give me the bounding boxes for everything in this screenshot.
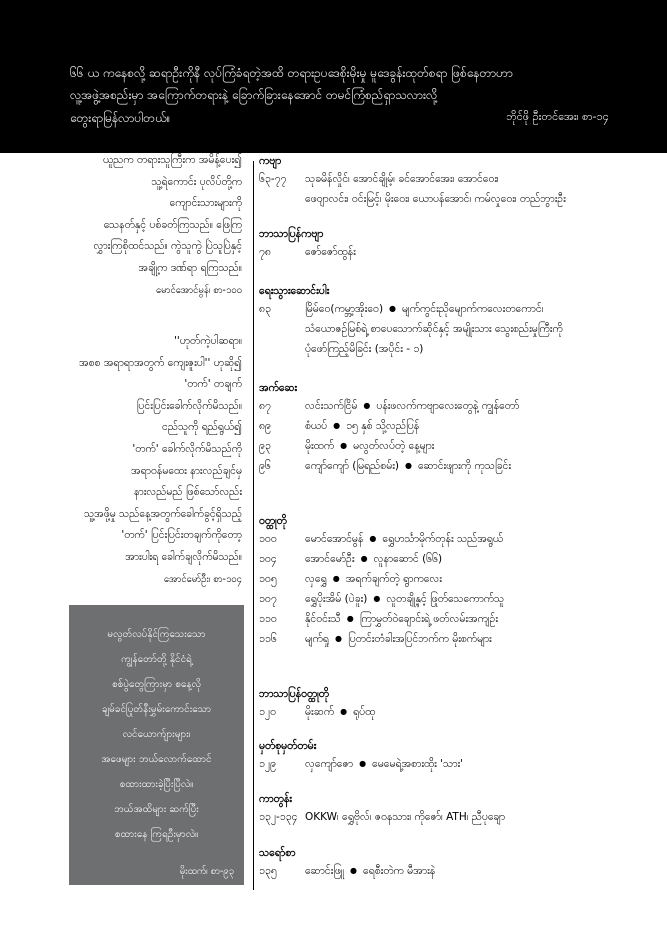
toc-entry[interactable] <box>259 861 639 881</box>
poem-line: ယူညက တရားသူကြီးက အမိန့်ပေး၍ <box>103 154 242 166</box>
toc-page-number: ၁၁၀ <box>259 613 277 625</box>
header-banner <box>0 0 667 153</box>
column-divider <box>253 161 254 890</box>
banner-line-1: ၆၆ ယ ကနေစလို့ ဆရာဦးကိုနီ လုပ်ကြံခံရတဲ့အထိ တရားဥပဒေစိုးမိုးမှု မူဒေခွန်းထုတ်စရာ ဖြစ်နေတာဟာ <box>70 66 513 80</box>
toc-section <box>259 738 639 774</box>
toc-page-number: ၁၃၅ <box>259 865 277 877</box>
toc-section-title: ဘာသာပြန်ကဗျာ <box>259 228 324 240</box>
bullet-icon: ● <box>350 866 358 875</box>
poem-line: အားပါးရ ခေါက်ချလိုက်မိသည်။ <box>125 550 242 563</box>
toc-section-title: ကဗျာ <box>259 155 282 167</box>
toc-section <box>259 513 639 649</box>
poem-line: ကျောင်းသားများကို <box>169 197 242 210</box>
toc-entry[interactable] <box>259 299 639 319</box>
toc-author: မိုးဆက် <box>305 706 335 718</box>
poem-line: အချို့က ဒဏ်ရာ ရကြသည်။ <box>138 261 242 274</box>
poem-line: နားလည်မည် ဖြစ်သော်လည်း <box>134 486 242 499</box>
toc-title: မျက်ကွင်းညိုမျောက်ကလေးတကောင်၊ <box>402 303 544 315</box>
poem-line: 'တက်' ပြင်းပြင်းတချက်ကိုတော့ <box>121 529 242 542</box>
toc-entry[interactable] <box>259 569 639 589</box>
poem-line: 'တက်' ခေါက်လိုက်မိသည်ကို <box>132 442 242 455</box>
quote-line: စထားထားခဲ့ပြီးပြီလဲ။ <box>119 779 194 790</box>
toc-title: ပန်းဖလက်ကဗျာလေးတွေနဲ့ ကျွန်တော် <box>376 400 520 412</box>
bullet-icon: ● <box>332 574 340 583</box>
poem-attribution: မောင်အောင်မွန်၊ စာ-၁၀၀ <box>155 284 242 296</box>
bullet-icon: ● <box>346 614 354 623</box>
poem-attribution: အောင်မော်ဦး၊ စာ-၁၀၄ <box>163 573 242 585</box>
toc-entry[interactable] <box>259 242 639 262</box>
toc-entry-text: OKKW၊ ရွှေဗိုလ်၊ ဇဝနသား၊ ကိုဇော်၊ ATH၊ ညီပုချော <box>305 811 506 823</box>
toc-author: လှရွှေ <box>305 573 327 585</box>
toc-entry[interactable] <box>259 529 639 549</box>
toc-author: နိုင်ဝင်းသီ <box>305 613 341 625</box>
toc-section <box>259 226 639 262</box>
toc-entry[interactable] <box>259 416 639 436</box>
toc-page-number: ၁၂၉ <box>259 758 276 770</box>
toc-page-number: ၁၀၀ <box>259 533 277 545</box>
poem-line: ''ဟုတ်ကဲ့ပါဆရာ။ <box>173 335 242 347</box>
toc-author: မြိမ်ဝေ(ကမ္ဘာ့အိုးဝေ) <box>305 303 384 315</box>
toc-author: ကျော်ကျော် (မြရည်စမ်း) <box>305 460 399 472</box>
quote-line: ကျွန်တော်တို့ နိုင်ငံရဲ့ <box>121 654 192 665</box>
toc-entry[interactable] <box>259 702 639 722</box>
bullet-icon: ● <box>340 441 348 450</box>
toc-entry-text: သုခမိန်လှိုင်၊ အောင်ချိုမ့်၊ ခင်အောင်အေး၊ အောင်ဝေး၊ <box>305 173 499 185</box>
toc-section-title: ရေးသွားဆောင်းပါး <box>259 285 330 297</box>
toc-entry-text: ဖေဝျာလင်း၊ ဝင်းမြင့်၊ မိုးဝေး၊ ယောပန်အောင်၊ ကမ်လှုဝေး၊ တည်ဘွားဦး <box>305 193 566 205</box>
toc-entry[interactable] <box>259 169 639 189</box>
toc-entry[interactable] <box>259 589 639 609</box>
poem-line: သူ့အဖို့မှု သည်နေ့အတွက်ခေါက်ခွင့်ရှိသည့် <box>83 507 242 520</box>
toc-title: ရုပ်ထု <box>353 706 376 718</box>
quote-line: မလွတ်လပ်နိုင်ကြသေးသော <box>107 629 206 640</box>
toc-page-number: ၇၈ <box>259 246 271 258</box>
toc-section <box>259 791 639 827</box>
poem-line: သေနတ်နှင့် ပစ်ခတ်ကြသည်။ ဖြေကြ <box>103 218 242 231</box>
toc-title: ၁၅ နှစ် သို့လည်ပြန် <box>346 420 420 432</box>
poem-line: အရာဝန်မထေး နားလည်ချင်မှ <box>131 464 242 477</box>
poem-line: ပြင်းပြင်းခေါက်လိုက်မိသည်။ <box>136 399 242 412</box>
toc-title: အရက်ချက်တဲ့ ရွာကလေး <box>345 573 442 585</box>
toc-title: မလွတ်လပ်တဲ့ နေ့များ <box>353 440 435 452</box>
toc-section-title: ကာတွန်း <box>259 793 292 805</box>
toc-title: လူတချို့နှင့် ဖြုတ်သေကောက်သူ <box>386 593 505 605</box>
toc-page-number: ၈၃ <box>259 303 271 315</box>
bullet-icon: ● <box>389 304 397 313</box>
poem-line: လွှားကြစိုထင်သည်။ ကွဲသူကွဲ ပြဲသူပြဲနှင့် <box>93 240 242 253</box>
bullet-icon: ● <box>404 461 412 470</box>
bullet-icon: ● <box>333 421 341 430</box>
toc-section <box>259 380 639 476</box>
toc-section-title: မှတ်စုမှတ်တမ်း <box>259 740 317 752</box>
toc-entry-text: ဇော်ဇော်ထွန်း <box>305 246 356 258</box>
toc-title: မေမေရဲ့အစားထိုး 'သား' <box>372 758 464 770</box>
toc-entry[interactable] <box>259 609 639 629</box>
poem-line: သူ့ရဲကောင်း ပုလိပ်တို့က <box>151 175 242 188</box>
toc-entry[interactable] <box>259 629 639 649</box>
banner-line-2: လူ့အဖွဲ့အစည်းမှာ အကြောက်တရားနဲ့ ခြောက်ခြားနေအောင် တမင်ကြံစည်ရှာသလားလို့ <box>70 88 438 102</box>
toc-page-number: ၉၃ <box>259 440 271 452</box>
quote-line: ဘယ်အထိများ ဆက်ပြီး <box>114 804 199 815</box>
toc-page-number: ၁၀၄ <box>259 553 277 565</box>
toc-section-title: အက်ဆေး <box>259 382 298 394</box>
poem-line: အစစ အရာရာအတွက် ကျေးဇူးပါ'' ဟုဆို၍ <box>78 356 242 369</box>
toc-entry[interactable] <box>259 319 639 339</box>
toc-author: မျက်ရှု <box>305 633 329 645</box>
toc-entry[interactable] <box>259 189 639 209</box>
toc-author: ရွှေပိုးအိမ် (ပဲခူး) <box>305 593 368 605</box>
toc-author: ဆောင်းဖြူ <box>305 865 345 877</box>
quote-line: ချမ်ခင်ပြုတ်နီးမွှမ်းကောင်းသော <box>101 704 212 715</box>
toc-entry[interactable] <box>259 339 639 359</box>
bullet-icon: ● <box>360 554 368 563</box>
toc-section <box>259 845 639 881</box>
toc-title: လူနာဆောင် (၆၆) <box>373 553 443 565</box>
banner-source: ဘိုင်ဖို ဦးတင်အေး၊ စာ-၁၄ <box>506 110 609 123</box>
quote-line: စစ်ပွဲတွေကြားမှာ စနေ့လို <box>112 679 201 690</box>
toc-entry[interactable] <box>259 807 639 827</box>
bullet-icon: ● <box>359 759 367 768</box>
toc-page-number: ၁၃၂-၁၃၄ <box>259 811 298 823</box>
toc-author: လှကျော်ဇော <box>305 758 354 770</box>
toc-entry[interactable] <box>259 436 639 456</box>
toc-title: ရွှေဟင်္သာမိုက်တုန်း သည်အရွယ် <box>382 533 504 545</box>
poem-line: 'တက်' တချက် <box>184 378 242 391</box>
toc-title: ရေစီးတဲက မီအားနဲ <box>363 865 436 877</box>
toc-author: လင်းသက်ငြိမ် <box>305 400 358 412</box>
toc-author: မိုးထက် <box>305 440 335 452</box>
quote-line: စထားနေ ကြရဦးမှာလဲ။ <box>114 829 199 840</box>
toc-section <box>259 686 639 722</box>
bullet-icon: ● <box>369 534 377 543</box>
toc-page-number: ၁၂၀ <box>259 706 276 718</box>
banner-line-3: တွေးရာမြန်လာပါတယ်။ <box>70 111 171 125</box>
toc-title: ကြာမွှတ်ဝဲချောင်းရဲ့ ဖတ်လမ်းအကျဉ်း <box>359 613 499 625</box>
toc-section-title: ဘာသာပြန်ဝတ္ထုတို <box>259 688 329 700</box>
toc-entry-text: ပုံဖော်ကြည့်မိခြင်း (အပိုင်း - ၁) <box>305 343 424 355</box>
toc-page-number: ၁၀၅ <box>259 573 277 585</box>
poem-excerpt-2 <box>60 331 242 590</box>
toc-page-number: ၆၃-၇၇ <box>259 173 287 185</box>
bullet-icon: ● <box>340 707 348 716</box>
poem-excerpt-1 <box>60 150 242 301</box>
toc-page-number: ၁၀၇ <box>259 593 277 605</box>
toc-author: စံယပ် <box>305 420 328 432</box>
toc-section-title: သရော်စာ <box>259 847 296 859</box>
toc-section <box>259 153 639 209</box>
toc-section-title: ဝတ္ထုတို <box>259 515 287 527</box>
bullet-icon: ● <box>363 401 371 410</box>
toc-page-number: ၈၇ <box>259 400 271 412</box>
quote-source: မိုးထက်၊ စာ-၉၃ <box>179 866 234 877</box>
quote-line: လင်ယောက်ျားများ၊ <box>122 729 191 740</box>
toc-entry[interactable] <box>259 549 639 569</box>
quote-box <box>69 605 244 885</box>
toc-title: ပြတင်းတံခါးအပြင်ဘက်က မိုးစက်များ <box>347 633 492 645</box>
poem-line: ငည်သူကို ရည်ရွယ်၍ <box>162 421 242 434</box>
toc-author: မောင်အောင်မွန် <box>305 533 364 545</box>
bullet-icon: ● <box>373 594 381 603</box>
toc-entry[interactable] <box>259 456 639 476</box>
toc-entry[interactable] <box>259 396 639 416</box>
toc-entry[interactable] <box>259 754 639 774</box>
toc-page-number: ၉၆ <box>259 460 271 472</box>
quote-line: အဖေများ ဘယ်လောက်ထောင် <box>101 754 212 765</box>
bullet-icon: ● <box>334 634 342 643</box>
toc-page-number: ၈၉ <box>259 420 271 432</box>
toc-entry-text: သံယောဇဉ်မြစ်ရဲ့ စာပေသောက်ဆိုင်နှင့် အမျိုးသား သွေးစည်းမှုကြီးကို <box>305 323 563 335</box>
toc-section <box>259 283 639 359</box>
toc-title: ဆောင်းဖျားကို ကုသခြင်း <box>417 460 512 472</box>
toc-page-number: ၁၁၆ <box>259 633 277 645</box>
toc-author: အောင်မော်ဦး <box>305 553 355 565</box>
